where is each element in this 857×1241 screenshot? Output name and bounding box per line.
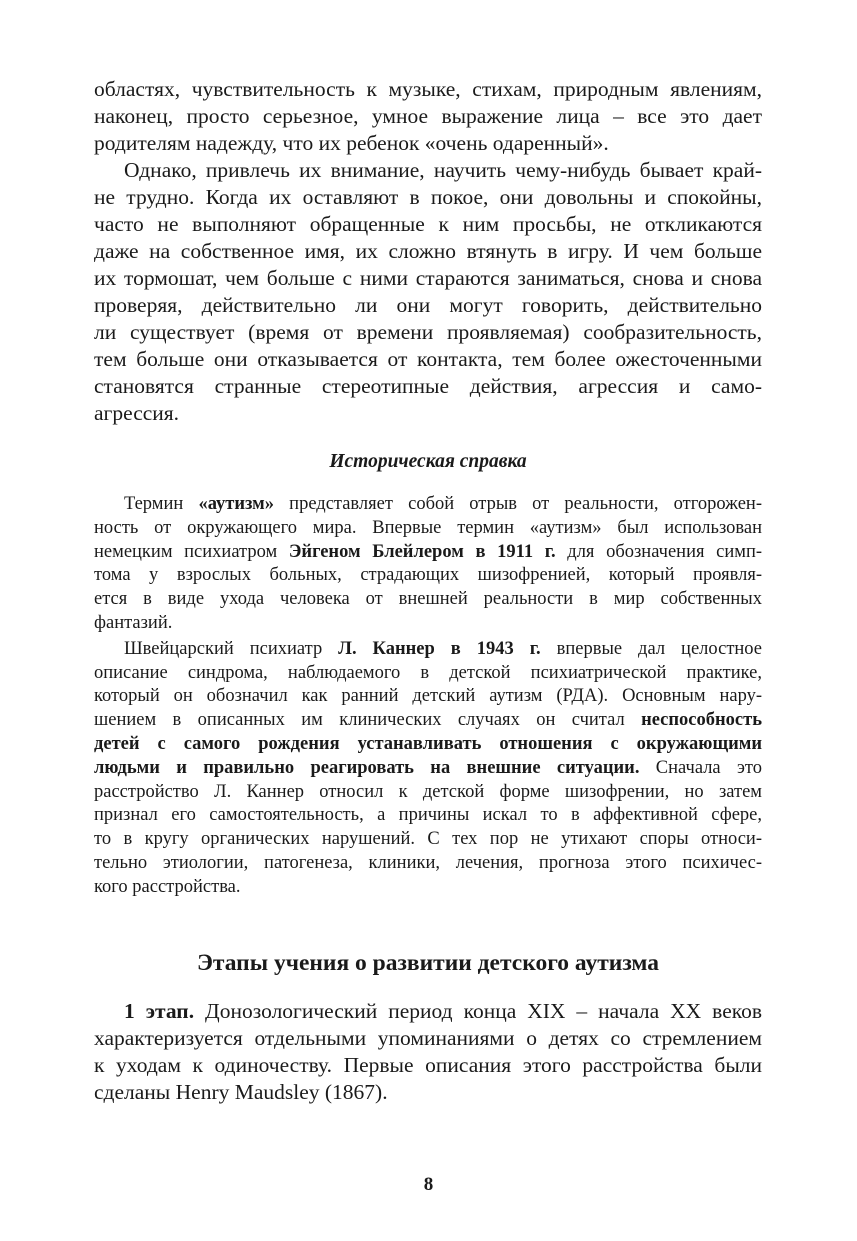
text-line: характеризуется отдельными упоминаниями о детях со стремлением: [94, 1025, 762, 1050]
text-line: часто не выполняют обращенные к ним просьбы, не откликаются: [94, 212, 762, 236]
text-line: тем больше они отказывается от контакта, тем более ожесточенными: [94, 347, 762, 371]
text-line: сделаны Henry Maudsley (1867).: [94, 1079, 388, 1104]
emphasis-line: детей с самого рождения устанавливать отношения с окружающими: [94, 733, 762, 754]
text-line: [94, 541, 762, 565]
text-line: становятся странные стереотипные действия, агрессия и само-: [94, 374, 762, 398]
text-line: [94, 709, 762, 733]
text-line: наконец, просто серьезное, умное выражение лица – все это дает: [94, 104, 762, 128]
text-run: впервые дал целостное: [540, 638, 762, 659]
emphasis-text: людьми и правильно реагировать на внешние ситуации.: [94, 757, 640, 778]
intro-paragraph-2: [94, 157, 762, 427]
text-run: Швейцарский психиатр: [124, 638, 339, 659]
text-line: тельно этиологии, патогенеза, клиники, лечения, прогноза этого психичес-: [94, 852, 762, 873]
text-line: не трудно. Когда их оставляют в покое, они довольны и спокойны,: [94, 185, 762, 209]
page-number: 8: [423, 1174, 434, 1195]
text-line: [94, 638, 762, 662]
text-run: Донозологический период конца XIX – начала XX веков: [194, 998, 763, 1023]
text-line: их тормошат, чем больше с ними стараются заниматься, снова и снова: [94, 266, 762, 290]
text-line: родителям надежду, что их ребенок «очень одаренный».: [94, 131, 609, 155]
text-line: фантазий.: [94, 612, 173, 633]
bleuler-reference: Эйгеном Блейлером в 1911 г.: [288, 541, 556, 562]
text-line: признал его самостоятельность, а причины искал то в аффективной сфере,: [94, 805, 762, 826]
text-line: к уходам к одиночеству. Первые описания этого расстройства были: [94, 1052, 762, 1077]
text-run: немецким психиатром: [94, 541, 289, 562]
text-line: то в кругу органических нарушений. С тех пор не утихают споры относи-: [94, 829, 762, 850]
text-run: представляет собой отрыв от реальности, отгорожен-: [274, 494, 762, 514]
section-paragraph: [94, 998, 762, 1106]
intro-paragraph-1: [94, 76, 762, 157]
text-line: [94, 998, 762, 1025]
text-line: Однако, привлечь их внимание, научить чему-нибудь бывает край-: [124, 158, 762, 182]
text-line: расстройство Л. Каннер относил к детской форме шизофрении, но затем: [94, 781, 762, 802]
text-line: который он обозначил как ранний детский аутизм (РДА). Основным нару-: [94, 686, 762, 707]
text-run: Сначала это: [639, 757, 762, 778]
text-run: для обозначения симп-: [555, 541, 763, 562]
text-line: ли существует (время от времени проявляемая) сообразительность,: [94, 320, 762, 344]
text-line: [94, 493, 762, 517]
historical-note-title: Историческая справка: [329, 451, 527, 472]
text-line: проверяя, действительно ли они могут говорить, действительно: [94, 293, 762, 317]
text-run: шением в описанных им клинических случаях он считал: [94, 710, 642, 731]
text-line: тома у взрослых больных, страдающих шизофренией, который проявля-: [94, 565, 762, 586]
text-line: областях, чувствительность к музыке, стихам, природным явлениям,: [94, 77, 762, 101]
kanner-reference: Л. Каннер в 1943 г.: [338, 638, 541, 659]
historical-note-paragraph-2: [94, 638, 762, 900]
text-line: ность от окружающего мира. Впервые термин «аутизм» был использован: [94, 517, 762, 538]
text-line: кого расстройства.: [94, 876, 241, 897]
stage-label: 1 этап.: [124, 998, 195, 1023]
text-run: Термин: [124, 494, 199, 514]
term-autism: «аутизм»: [198, 494, 275, 514]
text-line: агрессия.: [94, 401, 180, 425]
page-content: [94, 76, 762, 1106]
text-line: описание синдрома, наблюдаемого в детской психиатрической практике,: [94, 662, 762, 683]
historical-note-paragraph-1: [94, 493, 762, 636]
text-line: [94, 757, 762, 781]
text-line: даже на собственное имя, их сложно втянуть в игру. И чем больше: [94, 239, 762, 263]
section-heading: Этапы учения о развитии детского аутизма: [196, 949, 660, 976]
emphasis-text: неспособность: [641, 710, 762, 731]
text-line: ется в виде ухода человека от внешней реальности в мир собственных: [94, 589, 762, 610]
